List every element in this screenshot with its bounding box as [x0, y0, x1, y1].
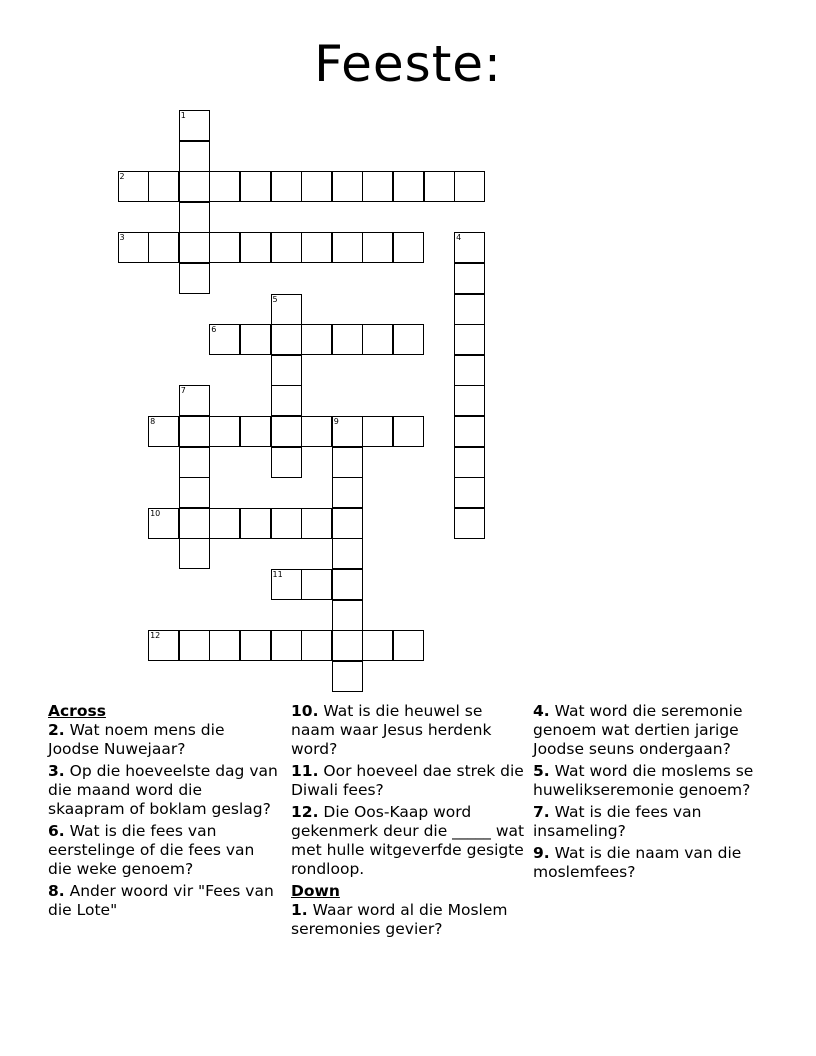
- crossword-cell[interactable]: [454, 324, 485, 355]
- crossword-cell[interactable]: [271, 508, 302, 539]
- clues-column-2: [291, 702, 525, 942]
- crossword-cell[interactable]: [271, 324, 302, 355]
- clue-number: 3: [119, 233, 125, 243]
- crossword-cell[interactable]: [362, 416, 393, 447]
- crossword-cell[interactable]: [301, 232, 332, 263]
- crossword-cell[interactable]: [271, 416, 302, 447]
- crossword-cell[interactable]: [332, 416, 363, 447]
- crossword-cell[interactable]: [332, 600, 363, 631]
- crossword-cell[interactable]: [179, 232, 210, 263]
- clue-number: 10: [150, 508, 161, 518]
- crossword-cell[interactable]: [209, 171, 240, 202]
- crossword-cell[interactable]: [118, 232, 149, 263]
- across-header: Across: [48, 702, 106, 720]
- clue-number: 9: [333, 417, 339, 426]
- clue-number: 7: [180, 386, 186, 396]
- clue-down-7: 7. Wat is die fees van insameling?: [533, 803, 702, 840]
- clue-number: 1: [180, 111, 186, 120]
- crossword-cell[interactable]: [454, 171, 485, 202]
- crossword-cell[interactable]: [362, 171, 393, 202]
- clue-number: 2: [119, 172, 125, 182]
- crossword-cell[interactable]: [454, 294, 485, 325]
- crossword-cell[interactable]: [393, 416, 424, 447]
- crossword-cell[interactable]: [393, 232, 424, 263]
- crossword-cell[interactable]: [209, 508, 240, 539]
- crossword-cell[interactable]: [179, 110, 210, 141]
- clue-across-8: 8. Ander woord vir "Fees van die Lote": [48, 882, 274, 919]
- crossword-cell[interactable]: [271, 232, 302, 263]
- clue-down-9: 9. Wat is die naam van die moslemfees?: [533, 844, 742, 881]
- crossword-cell[interactable]: [454, 263, 485, 294]
- crossword-cell[interactable]: [332, 477, 363, 508]
- crossword-cell[interactable]: [148, 416, 179, 447]
- down-header: Down: [291, 882, 340, 900]
- crossword-cell[interactable]: [240, 416, 271, 447]
- crossword-cell[interactable]: [332, 232, 363, 263]
- crossword-cell[interactable]: [332, 538, 363, 569]
- crossword-cell[interactable]: [454, 508, 485, 539]
- clue-number: 5: [272, 294, 278, 304]
- crossword-cell[interactable]: [209, 232, 240, 263]
- clues-column-1: [48, 702, 280, 923]
- crossword-cell[interactable]: [179, 447, 210, 478]
- crossword-cell[interactable]: [301, 569, 332, 600]
- crossword-cell[interactable]: [393, 171, 424, 202]
- clue-number: 8: [150, 417, 156, 426]
- crossword-cell[interactable]: [271, 355, 302, 386]
- clue-across-3: 3. Op die hoeveelste dag van die maand word die skaapram of boklam geslag?: [48, 762, 278, 818]
- crossword-cell[interactable]: [179, 263, 210, 294]
- crossword-cell[interactable]: [393, 630, 424, 661]
- crossword-cell[interactable]: [209, 630, 240, 661]
- crossword-cell[interactable]: [271, 569, 302, 600]
- clue-across-11: 11. Oor hoeveel dae strek die Diwali fees?: [291, 762, 524, 799]
- clue-down-1: 1. Waar word al die Moslem seremonies gevier?: [291, 901, 508, 938]
- clue-across-2: 2. Wat noem mens die Joodse Nuwejaar?: [48, 721, 225, 758]
- crossword-cell[interactable]: [179, 630, 210, 661]
- crossword-cell[interactable]: [148, 508, 179, 539]
- crossword-cell[interactable]: [301, 324, 332, 355]
- clue-number: 4: [456, 233, 462, 243]
- clue-number: 6: [211, 325, 217, 335]
- crossword-cell[interactable]: [454, 416, 485, 447]
- crossword-cell[interactable]: [179, 416, 210, 447]
- crossword-cell[interactable]: [209, 324, 240, 355]
- crossword-cell[interactable]: [179, 508, 210, 539]
- clue-number: 11: [272, 570, 283, 579]
- crossword-cell[interactable]: [240, 324, 271, 355]
- crossword-cell[interactable]: [179, 171, 210, 202]
- crossword-cell[interactable]: [301, 508, 332, 539]
- crossword-cell[interactable]: [271, 447, 302, 478]
- crossword-cell[interactable]: [240, 232, 271, 263]
- crossword-cell[interactable]: [362, 232, 393, 263]
- crossword-cell[interactable]: [454, 232, 485, 263]
- crossword-cell[interactable]: [271, 171, 302, 202]
- clue-down-4: 4. Wat word die seremonie genoem wat dertien jarige Joodse seuns ondergaan?: [533, 702, 743, 758]
- crossword-cell[interactable]: [148, 232, 179, 263]
- crossword-cell[interactable]: [271, 294, 302, 325]
- clue-down-5: 5. Wat word die moslems se huwelikseremonie genoem?: [533, 762, 754, 799]
- crossword-cell[interactable]: [271, 630, 302, 661]
- clue-across-12: 12. Die Oos-Kaap word gekenmerk deur die _____ wat met hulle witgeverfde gesigte rondloop.: [291, 803, 525, 878]
- crossword-cell[interactable]: [332, 630, 363, 661]
- clue-number: 12: [150, 631, 161, 641]
- page-title: Feeste:: [314, 35, 502, 93]
- crossword-cell[interactable]: [454, 355, 485, 386]
- crossword-cell[interactable]: [454, 477, 485, 508]
- crossword-cell[interactable]: [240, 508, 271, 539]
- clue-across-10: 10. Wat is die heuwel se naam waar Jesus herdenk word?: [291, 702, 492, 758]
- crossword-cell[interactable]: [240, 171, 271, 202]
- clue-across-6: 6. Wat is die fees van eerstelinge of die fees van die weke genoem?: [48, 822, 255, 878]
- crossword-cell[interactable]: [301, 630, 332, 661]
- crossword-cell[interactable]: [301, 171, 332, 202]
- crossword-cell[interactable]: [301, 416, 332, 447]
- crossword-cell[interactable]: [179, 477, 210, 508]
- crossword-cell[interactable]: [271, 385, 302, 416]
- crossword-cell[interactable]: [148, 171, 179, 202]
- crossword-cell[interactable]: [332, 661, 363, 692]
- crossword-cell[interactable]: [179, 538, 210, 569]
- crossword-cell[interactable]: [118, 171, 149, 202]
- crossword-cell[interactable]: [332, 508, 363, 539]
- crossword-cell[interactable]: [332, 569, 363, 600]
- crossword-cell[interactable]: [393, 324, 424, 355]
- crossword-cell[interactable]: [454, 447, 485, 478]
- crossword-cell[interactable]: [179, 202, 210, 233]
- crossword-cell[interactable]: [332, 324, 363, 355]
- crossword-cell[interactable]: [209, 416, 240, 447]
- crossword-cell[interactable]: [332, 447, 363, 478]
- crossword-cell[interactable]: [179, 385, 210, 416]
- crossword-cell[interactable]: [179, 141, 210, 172]
- crossword-cell[interactable]: [332, 171, 363, 202]
- crossword-cell[interactable]: [240, 630, 271, 661]
- crossword-cell[interactable]: [424, 171, 455, 202]
- crossword-cell[interactable]: [148, 630, 179, 661]
- crossword-cell[interactable]: [454, 385, 485, 416]
- crossword-cell[interactable]: [362, 630, 393, 661]
- crossword-cell[interactable]: [362, 324, 393, 355]
- clues-column-3: [533, 702, 771, 885]
